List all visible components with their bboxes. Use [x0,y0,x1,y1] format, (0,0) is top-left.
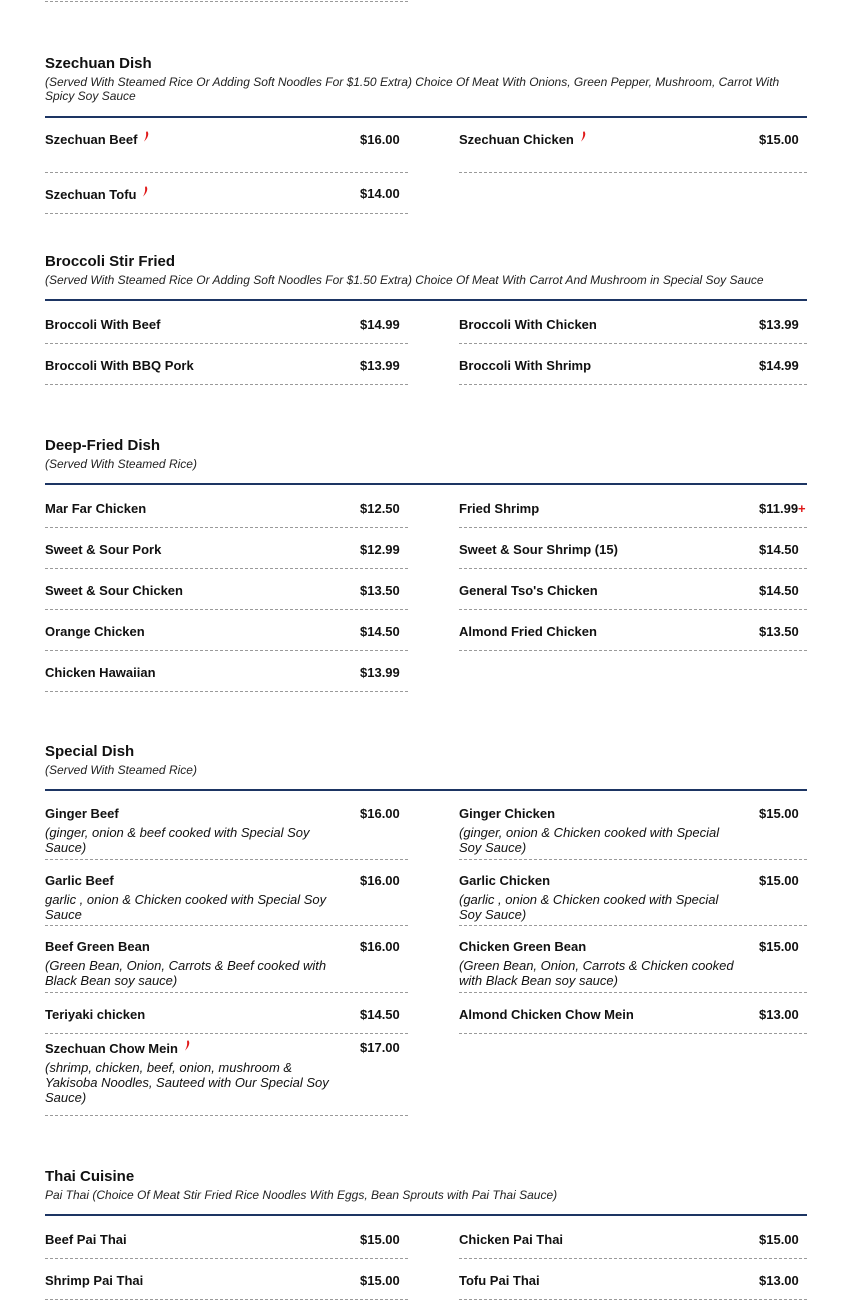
item-description: (ginger, onion & beef cooked with Special Soy Sauce) [45,825,310,855]
section-title: Broccoli Stir Fried [45,253,176,270]
section-title: Deep-Fried Dish [45,437,161,454]
menu-item[interactable] [45,173,408,214]
item-description: (Green Bean, Onion, Carrots & Chicken cooked with Black Bean soy sauce) [459,958,734,988]
item-name: Garlic Beef [45,873,114,888]
item-price: $15.00 [360,1273,400,1288]
menu-item[interactable] [45,651,408,692]
item-name: Broccoli With BBQ Pork [45,358,194,373]
section-description: Pai Thai (Choice Of Meat Stir Fried Rice Noodles With Eggs, Bean Sprouts with Pai Thai Sauce) [45,1188,558,1202]
menu-item[interactable] [45,1232,408,1259]
item-price: $15.00 [759,132,799,147]
menu-item[interactable] [45,528,408,569]
item-name: Broccoli With Shrimp [459,358,592,373]
section-broccoli-stir-fried [45,253,807,373]
item-name: Beef Green Bean [45,939,150,954]
left-column [45,317,408,385]
menu-item[interactable] [459,344,807,385]
section-szechuan-dish [45,55,807,202]
left-column [45,1232,408,1300]
item-name: Broccoli With Chicken [459,317,597,332]
item-name: Chicken Pai Thai [459,1232,564,1247]
menu-item[interactable] [459,569,807,610]
item-price: $14.50 [360,624,400,639]
menu-item[interactable] [45,569,408,610]
section-title: Special Dish [45,743,135,760]
menu-item[interactable] [459,132,807,173]
menu-item[interactable] [45,344,408,385]
item-price: $16.00 [360,873,400,888]
menu-item[interactable] [45,501,408,528]
item-price: $14.50 [759,583,799,598]
chili-pepper-icon [142,185,148,201]
section-rule [45,1214,807,1216]
section-title: Szechuan Dish [45,55,152,72]
section-description: (Served With Steamed Rice Or Adding Soft Noodles For $1.50 Extra) Choice Of Meat With Carrot And Mushroom in Special Soy Sauce [45,273,764,287]
item-name: Sweet & Sour Pork [45,542,162,557]
item-description: (ginger, onion & Chicken cooked with Special Soy Sauce) [459,825,720,855]
menu-item[interactable] [45,1034,408,1116]
item-price: $14.99 [759,358,799,373]
left-column [45,806,408,1116]
item-name: Ginger Chicken [459,806,556,821]
item-price: $17.00 [360,1040,400,1055]
menu-item[interactable] [45,610,408,651]
menu-item[interactable] [45,806,408,860]
section-rule [45,789,807,791]
item-name: Szechuan Chicken [459,132,574,147]
menu-item[interactable] [45,860,408,926]
item-price: $13.00 [759,1007,799,1022]
menu-item[interactable] [459,528,807,569]
item-name: Sweet & Sour Shrimp (15) [459,542,618,557]
menu-item[interactable] [45,317,408,344]
item-description: garlic , onion & Chicken cooked with Special Soy Sauce [45,892,327,922]
item-price: $13.99 [759,317,799,332]
left-column [45,132,408,214]
menu-item[interactable] [459,926,807,993]
item-price: $11.99 [759,501,799,516]
right-column [459,132,807,173]
item-name: Fried Shrimp [459,501,540,516]
menu-item[interactable] [459,501,807,528]
right-column [459,317,807,385]
section-rule [45,116,807,118]
item-price: $12.99 [360,542,400,557]
item-price: $13.00 [759,1273,799,1288]
item-price: $14.00 [360,186,400,201]
plus-marker: + [798,501,806,516]
item-name: Chicken Green Bean [459,939,587,954]
section-description: (Served With Steamed Rice) [45,457,197,471]
item-name: Garlic Chicken [459,873,551,888]
item-name: Szechuan Chow Mein [45,1041,178,1056]
item-price: $13.99 [360,665,400,680]
item-name: General Tso's Chicken [459,583,598,598]
top-divider [45,1,408,2]
menu-item[interactable] [459,1259,807,1300]
item-description: (garlic , onion & Chicken cooked with Special Soy Sauce) [459,892,719,922]
chili-pepper-icon [580,130,586,146]
item-price: $16.00 [360,939,400,954]
item-name: Szechuan Beef [45,132,138,147]
section-rule [45,299,807,301]
item-name: Shrimp Pai Thai [45,1273,144,1288]
menu-item[interactable] [45,926,408,993]
menu-item[interactable] [45,132,408,173]
item-name: Mar Far Chicken [45,501,147,516]
item-name: Ginger Beef [45,806,119,821]
item-price: $12.50 [360,501,400,516]
item-price: $15.00 [759,939,799,954]
item-price: $13.50 [759,624,799,639]
item-price: $15.00 [759,873,799,888]
item-price: $13.50 [360,583,400,598]
item-name: Teriyaki chicken [45,1007,146,1022]
section-deep-fried-dish [45,437,807,680]
menu-item[interactable] [45,993,408,1034]
item-name: Almond Chicken Chow Mein [459,1007,634,1022]
section-description: (Served With Steamed Rice) [45,763,197,777]
menu-item[interactable] [459,317,807,344]
menu-item[interactable] [459,610,807,651]
right-column [459,806,807,1034]
chili-pepper-icon [184,1039,190,1055]
section-title: Thai Cuisine [45,1168,135,1185]
menu-item[interactable] [459,860,807,926]
menu-item[interactable] [459,806,807,860]
right-column [459,1232,807,1300]
item-name: Broccoli With Beef [45,317,161,332]
item-price: $14.99 [360,317,400,332]
item-name: Tofu Pai Thai [459,1273,540,1288]
menu-item[interactable] [459,1232,807,1259]
item-price: $15.00 [759,806,799,821]
item-price: $15.00 [360,1232,400,1247]
item-name: Szechuan Tofu [45,187,137,202]
section-rule [45,483,807,485]
menu-item[interactable] [45,1259,408,1300]
right-column [459,501,807,651]
item-description: (shrimp, chicken, beef, onion, mushroom & Yakisoba Noodles, Sauteed with Our Special Soy Sauce) [45,1060,329,1105]
item-price: $16.00 [360,806,400,821]
item-description: (Green Bean, Onion, Carrots & Beef cooked with Black Bean soy sauce) [45,958,327,988]
section-thai-cuisine [45,1168,807,1288]
section-description: (Served With Steamed Rice Or Adding Soft Noodles For $1.50 Extra) Choice Of Meat With Onions, Green Pepper, Mushroom, Carrot With Spicy Soy Sauce [45,75,780,103]
item-name: Almond Fried Chicken [459,624,597,639]
item-name: Chicken Hawaiian [45,665,156,680]
left-column [45,501,408,692]
chili-pepper-icon [143,130,149,146]
section-special-dish [45,743,807,1105]
item-name: Orange Chicken [45,624,145,639]
item-price: $16.00 [360,132,400,147]
item-name: Sweet & Sour Chicken [45,583,183,598]
item-price: $13.99 [360,358,400,373]
item-price: $14.50 [360,1007,400,1022]
item-price: $15.00 [759,1232,799,1247]
menu-item[interactable] [459,993,807,1034]
item-name: Beef Pai Thai [45,1232,127,1247]
item-price: $14.50 [759,542,799,557]
